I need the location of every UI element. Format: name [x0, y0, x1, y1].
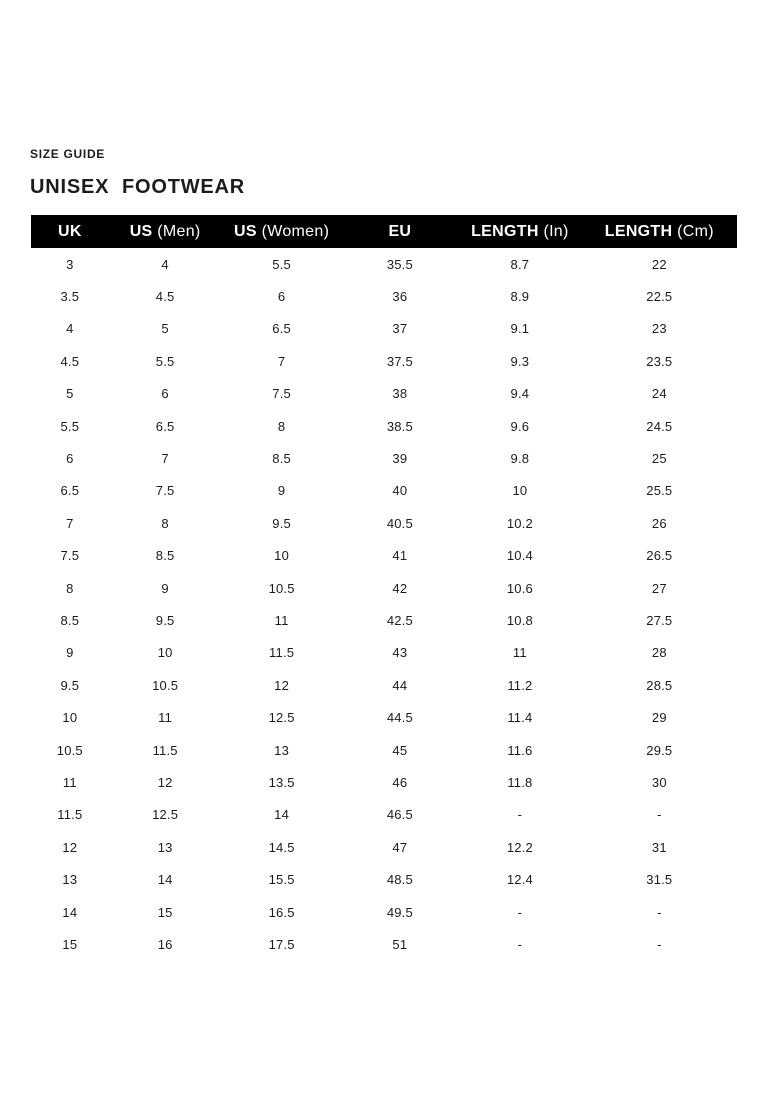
table-cell: 14	[274, 807, 290, 823]
table-cell: 6.5	[60, 483, 80, 499]
table-row	[31, 831, 737, 863]
table-cell: 43	[392, 645, 408, 661]
table-row	[31, 410, 737, 442]
table-cell: 7	[161, 451, 169, 467]
table-row	[31, 604, 737, 636]
table-cell: 30	[651, 774, 667, 790]
table-cell: 15	[62, 936, 78, 952]
table-cell: 28	[651, 645, 667, 661]
table-cell: 38	[392, 386, 408, 402]
column-header-sublabel: (Cm)	[677, 222, 714, 240]
table-cell: 3.5	[60, 289, 80, 305]
table-cell: 8.9	[510, 289, 530, 305]
table-cell: 42	[392, 580, 408, 596]
table-row	[31, 637, 737, 669]
column-header-label: LENGTH	[471, 222, 539, 240]
table-cell: 31	[651, 839, 667, 855]
column-header-label: EU	[388, 222, 412, 240]
table-cell: 16	[157, 936, 173, 952]
table-cell: 24.5	[646, 418, 673, 434]
table-row	[31, 799, 737, 831]
table-cell: 10	[157, 645, 173, 661]
table-cell: 40.5	[386, 515, 413, 531]
table-cell: 13	[274, 742, 290, 758]
table-cell: 41	[392, 548, 408, 564]
table-cell: 6.5	[155, 418, 175, 434]
column-header-uk	[31, 215, 109, 248]
table-row	[31, 313, 737, 345]
table-cell: 9.6	[510, 418, 530, 434]
table-cell: 31.5	[646, 872, 673, 888]
table-cell: 9.8	[510, 451, 530, 467]
table-cell: 9.1	[510, 321, 530, 337]
table-cell: 9.5	[272, 515, 291, 531]
table-cell: 7.5	[272, 386, 291, 402]
column-header-us-men	[109, 215, 222, 248]
table-cell: 13	[62, 872, 78, 888]
table-cell: 10.4	[506, 548, 533, 564]
table-cell: 46.5	[386, 807, 413, 823]
table-cell: 22.5	[646, 289, 673, 305]
table-cell: 49.5	[386, 904, 413, 920]
table-cell: 40	[392, 483, 408, 499]
table-row	[31, 896, 737, 928]
table-cell: 4	[161, 256, 169, 272]
table-row	[31, 766, 737, 798]
size-table-header	[31, 215, 737, 248]
table-cell: 27.5	[646, 612, 673, 628]
table-cell: 15.5	[268, 872, 295, 888]
table-cell: 10.2	[506, 515, 533, 531]
table-row	[31, 734, 737, 766]
table-cell: 10.5	[56, 742, 83, 758]
table-cell: 11.4	[507, 710, 533, 726]
table-cell: 42.5	[386, 612, 413, 628]
table-cell: 38.5	[386, 418, 413, 434]
table-row	[31, 280, 737, 312]
column-header-sublabel: (Men)	[157, 222, 201, 240]
table-cell: 10	[512, 483, 528, 499]
table-cell: 37.5	[386, 353, 413, 369]
table-cell: 15	[157, 904, 173, 920]
table-cell: 9	[161, 580, 169, 596]
table-cell: 9.5	[60, 677, 80, 693]
table-cell: 11.5	[152, 742, 178, 758]
table-cell: 35.5	[386, 256, 413, 272]
table-cell: 8	[277, 418, 286, 434]
table-cell: 36	[392, 289, 408, 305]
table-cell: 5.5	[272, 256, 291, 272]
size-table	[31, 215, 737, 961]
table-cell: 29.5	[646, 742, 673, 758]
header-row	[31, 215, 737, 248]
table-cell: 51	[392, 936, 408, 952]
table-cell: 11	[62, 774, 77, 790]
table-cell: 12.5	[152, 807, 179, 823]
table-cell: 8.5	[155, 548, 175, 564]
table-cell: -	[517, 807, 523, 823]
table-cell: 9.5	[155, 612, 175, 628]
table-cell: 6	[277, 289, 286, 305]
table-cell: 5	[66, 386, 74, 402]
table-cell: 48.5	[386, 872, 413, 888]
table-cell: -	[517, 904, 523, 920]
table-row	[31, 378, 737, 410]
column-header-label: UK	[57, 222, 82, 240]
table-cell: 14	[62, 904, 78, 920]
table-cell: 4	[66, 321, 74, 337]
table-cell: 8.7	[510, 256, 530, 272]
table-cell: 6.5	[272, 321, 291, 337]
table-row	[31, 669, 737, 701]
table-cell: 9	[277, 483, 286, 499]
table-cell: 12.2	[506, 839, 533, 855]
table-cell: 27	[651, 580, 667, 596]
table-row	[31, 540, 737, 572]
table-cell: -	[657, 904, 662, 920]
size-table-body	[31, 248, 737, 961]
table-cell: 9	[66, 645, 74, 661]
column-header-label: US	[129, 222, 153, 240]
column-header-length-in	[458, 215, 582, 248]
table-cell: 10.8	[506, 612, 533, 628]
table-cell: -	[657, 936, 662, 952]
size-guide-eyebrow: SIZE GUIDE	[30, 147, 106, 161]
table-cell: 5.5	[60, 418, 80, 434]
table-cell: -	[517, 936, 523, 952]
table-cell: 8.5	[60, 612, 80, 628]
table-cell: 11	[274, 612, 289, 628]
table-cell: 11.5	[269, 645, 295, 661]
table-cell: 47	[392, 839, 408, 855]
table-cell: 10.6	[506, 580, 533, 596]
table-cell: 8.5	[272, 451, 291, 467]
table-cell: 44	[392, 677, 408, 693]
table-cell: 11.8	[507, 774, 533, 790]
table-cell: 7.5	[155, 483, 175, 499]
table-cell: 8	[66, 580, 74, 596]
table-cell: 22	[651, 256, 667, 272]
column-header-us-women	[222, 215, 342, 248]
table-cell: 11.6	[507, 742, 533, 758]
column-header-sublabel: (In)	[543, 222, 569, 240]
table-cell: 11	[512, 645, 527, 661]
page-title: UNISEX FOOTWEAR	[30, 176, 246, 198]
table-cell: 6	[66, 451, 74, 467]
table-cell: 37	[392, 321, 408, 337]
table-cell: 26	[651, 515, 667, 531]
table-cell: 16.5	[268, 904, 295, 920]
table-row	[31, 572, 737, 604]
table-cell: 12	[157, 774, 173, 790]
column-header-length-cm	[582, 215, 737, 248]
table-row	[31, 928, 737, 960]
table-cell: 9.3	[510, 353, 530, 369]
column-header-label: LENGTH	[604, 222, 673, 240]
table-cell: 12	[274, 677, 290, 693]
table-row	[31, 442, 737, 474]
table-cell: 6	[161, 386, 169, 402]
table-row	[31, 701, 737, 733]
table-cell: 29	[651, 710, 667, 726]
table-row	[31, 475, 737, 507]
table-cell: 3	[66, 256, 74, 272]
column-header-eu	[342, 215, 458, 248]
table-cell: 10	[62, 710, 78, 726]
table-cell: 14.5	[268, 839, 295, 855]
column-header-label: US	[234, 222, 257, 240]
table-cell: 13	[157, 839, 173, 855]
table-cell: 5.5	[155, 353, 175, 369]
column-header-sublabel: (Women)	[261, 222, 330, 240]
table-cell: 46	[392, 774, 408, 790]
table-cell: 39	[392, 451, 408, 467]
table-cell: 25	[651, 451, 667, 467]
table-cell: 8	[161, 515, 169, 531]
table-cell: 10	[274, 548, 290, 564]
table-cell: 26.5	[646, 548, 673, 564]
table-row	[31, 507, 737, 539]
table-cell: 10.5	[268, 580, 295, 596]
table-cell: 24	[651, 386, 667, 402]
table-cell: 5	[161, 321, 169, 337]
table-cell: 7.5	[60, 548, 80, 564]
table-cell: 9.4	[510, 386, 530, 402]
table-cell: 7	[66, 515, 74, 531]
table-cell: 7	[277, 353, 286, 369]
table-cell: 11.2	[507, 677, 533, 693]
table-cell: 4.5	[155, 289, 175, 305]
table-cell: 12	[62, 839, 78, 855]
table-cell: 11.5	[57, 807, 83, 823]
table-row	[31, 248, 737, 280]
table-cell: -	[657, 807, 662, 823]
table-cell: 44.5	[386, 710, 413, 726]
table-cell: 11	[158, 710, 173, 726]
table-cell: 45	[392, 742, 408, 758]
table-cell: 4.5	[60, 353, 80, 369]
table-row	[31, 345, 737, 377]
table-cell: 12.4	[506, 872, 533, 888]
table-row	[31, 863, 737, 895]
table-cell: 17.5	[268, 936, 295, 952]
table-cell: 14	[157, 872, 173, 888]
table-cell: 13.5	[268, 774, 295, 790]
table-cell: 10.5	[152, 677, 179, 693]
table-cell: 28.5	[646, 677, 673, 693]
table-cell: 25.5	[646, 483, 673, 499]
table-cell: 12.5	[268, 710, 295, 726]
table-cell: 23	[651, 321, 667, 337]
table-cell: 23.5	[646, 353, 673, 369]
